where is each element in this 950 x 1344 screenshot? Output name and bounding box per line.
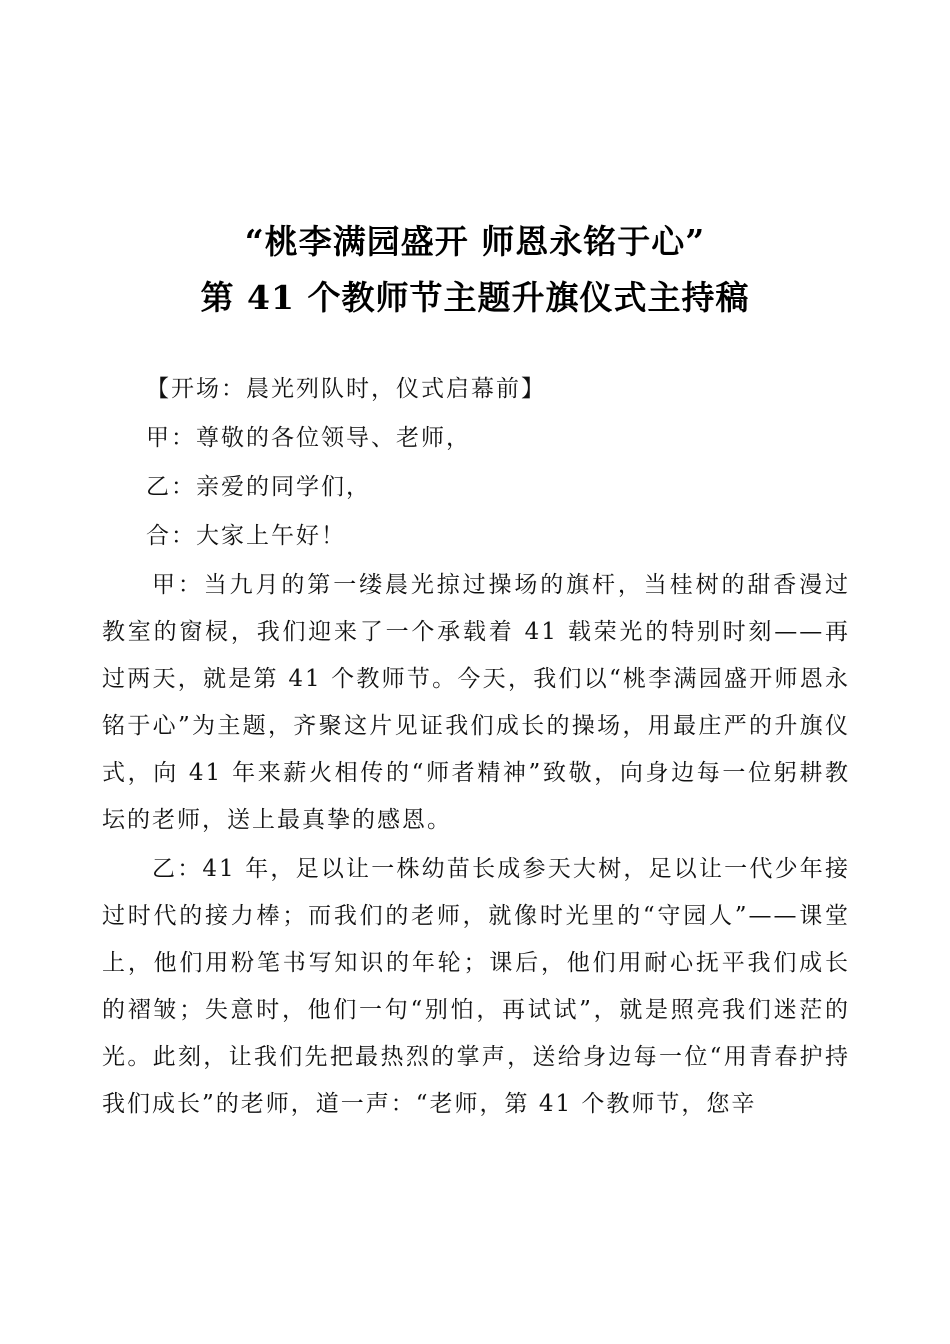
- paragraph: 乙：41 年，足以让一株幼苗长成参天大树，足以让一代少年接过时代的接力棒；而我们的老师，就像时光里的“守园人”——课堂上，他们用粉笔书写知识的年轮；课后，他们用耐心抚平我们成长的褶皱；失意时，他们一句“别怕，再试试”，就是照亮我们迷茫的光。此刻，让我们先把最热烈的掌声，送给身边每一位“用青春护持我们成长”的老师，道一声：“老师，第 41 个教师节，您辛: [102, 856, 850, 1117]
- scene-heading: 【开场：晨光列队时，仪式启幕前】: [146, 376, 546, 402]
- title-block: [0, 214, 950, 326]
- title-line-1: “桃李满园盛开 师恩永铭于心”: [244, 222, 706, 261]
- greeting-line: 甲：尊敬的各位领导、老师，: [146, 425, 471, 451]
- document-body: [102, 366, 850, 1130]
- greeting-line: 乙：亲爱的同学们，: [146, 474, 371, 500]
- title-line-2: 第 41 个教师节主题升旗仪式主持稿: [200, 278, 750, 317]
- greeting-line: 合：大家上午好！: [146, 523, 346, 549]
- paragraph: 甲：当九月的第一缕晨光掠过操场的旗杆，当桂树的甜香漫过教室的窗棂，我们迎来了一个承载着 41 载荣光的特别时刻——再过两天，就是第 41 个教师节。今天，我们以“桃李满园盛开师恩永铭于心”为主题，齐聚这片见证我们成长的操场，用最庄严的升旗仪式，向 41 年来薪火相传的“师者精神”致敬，向身边每一位躬耕教坛的老师，送上最真挚的感恩。: [102, 572, 850, 833]
